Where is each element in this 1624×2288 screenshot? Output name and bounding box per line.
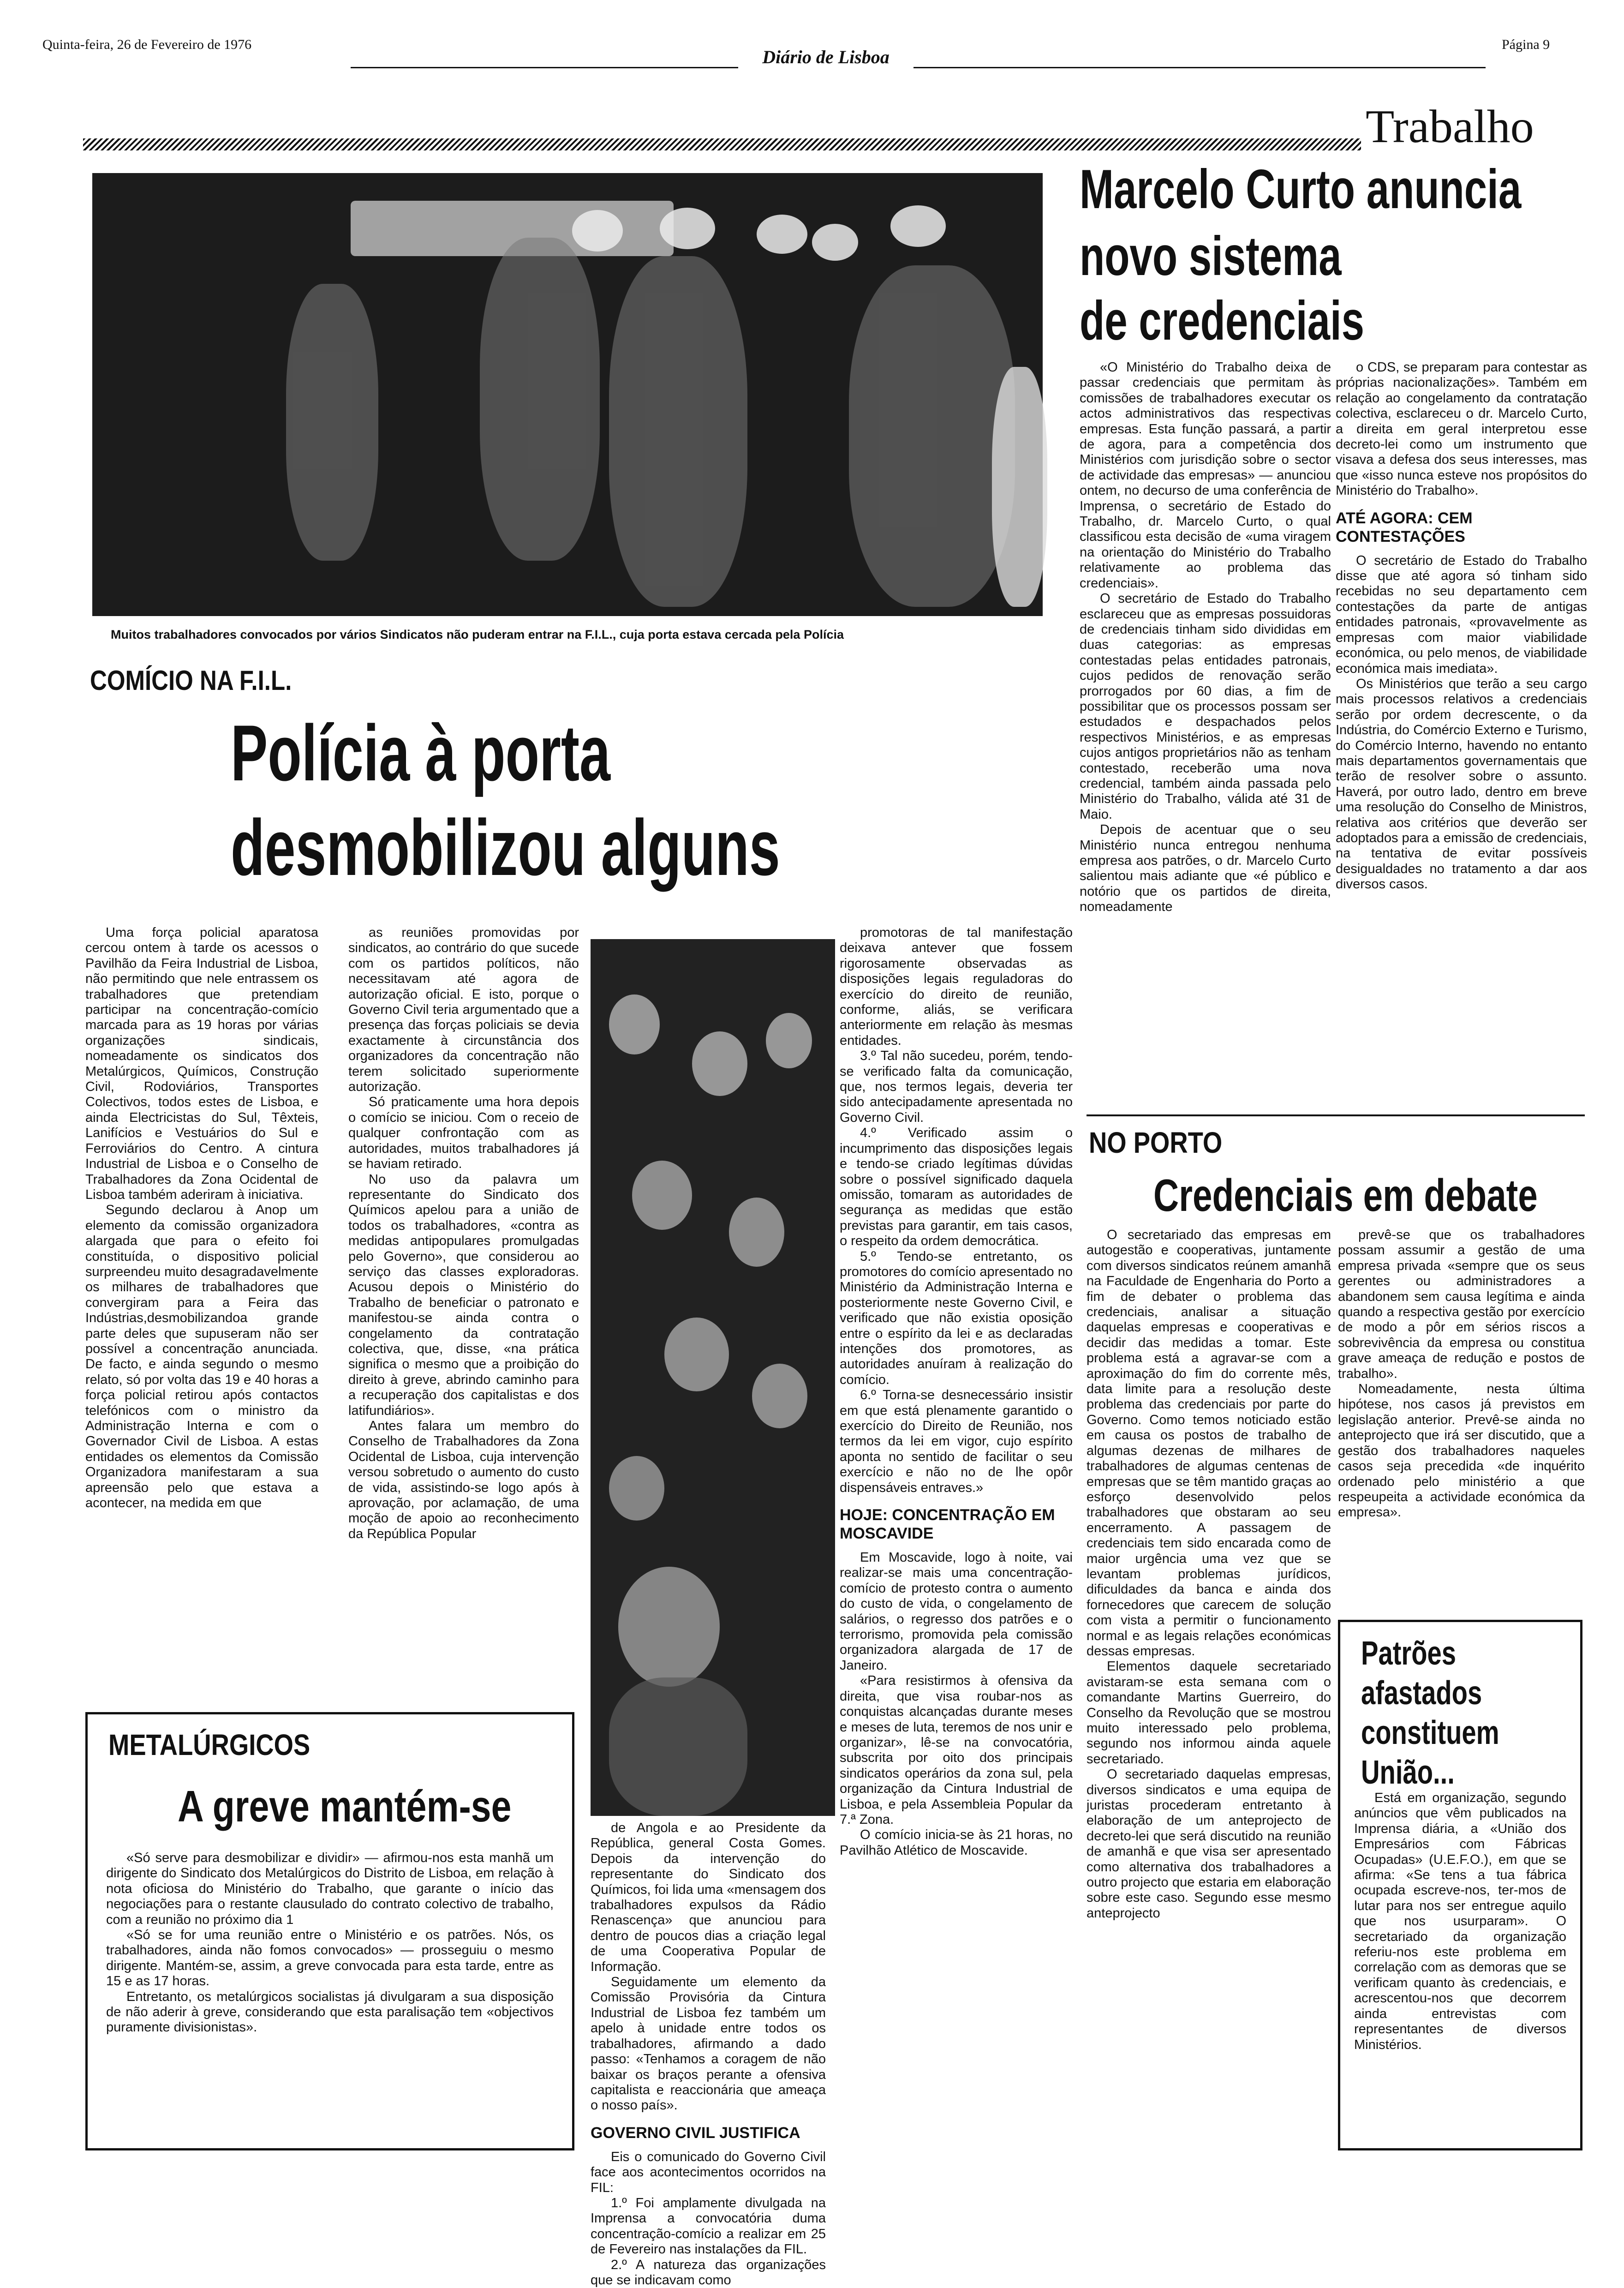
fil-p18: «Para resistirmos à ofensiva da direita, que visa roubar-nos as conquistas alcançadas durante meses e meses de luta, teremos de nos unir e organizar», lê-se na convocatória, subscrita por oito dos principais sindicatos operários da zona sul, pela organização da Cintura Industrial de Lisboa, e pela Assembleia Popular da 7.ª Zona. [840, 1673, 1073, 1827]
porto-kicker: NO PORTO [1089, 1126, 1223, 1159]
curto-p2: O secretário de Estado do Trabalho esclareceu que as empresas possuidoras de credenciais tinham sido divididas em duas categorias: as empresas contestadas pelas entidades patronais, cujos pedidos de renovação serão prorrogados por 60 dias, a fim de possibilitar que os processos possam ser estudados e despachados pelos respectivos Ministérios, e as empresas cujos antigos proprietários não as tenham contestado, receberão uma nova credencial, também ainda passada pelo Ministério do Trabalho, válida até 31 de Maio. [1080, 591, 1331, 822]
fil-headline-1: Polícia à porta [231, 709, 610, 797]
porto-col1 [1087, 1228, 1331, 2146]
photo-workers-at-gate [92, 173, 1043, 616]
porto-col2 [1338, 1228, 1585, 1606]
fil-col3 [591, 1821, 826, 2288]
masthead: Diário de Lisboa [762, 47, 890, 67]
fil-p12: promotoras de tal manifestação deixava antever que fossem rigorosamente observadas as disposições legais reguladoras do exercício do direito de reunião, conforme, aliás, se verificara anteriormente em relação às mesmas entidades. [840, 925, 1073, 1048]
metal-kicker: METALÚRGICOS [108, 1728, 310, 1761]
patroes-p1: Está em organização, segundo anúncios que vêm publicados na Imprensa diária, a «União dos Empresários com Fábricas Ocupadas» (U.E.F.O.), em que se afirma: «Se tens a tua fábrica ocupada escreve-nos, ter-mos de lutar para nos ser entregue aquilo que nos usurparam». O secretariado da organização referiu-nos este problema em correlação com as demoras que se verificam quanto às credenciais, e acrescentou-nos que decorrem ainda entrevistas com representantes de diversos Ministérios. [1354, 1791, 1566, 2052]
metal-p1: «Só serve para desmobilizar e dividir» — afirmou-nos esta manhã um dirigente do Sindicato dos Metalúrgicos do Distrito de Lisboa, em relação à nota oficiosa do Ministério do Trabalho, que garante o início das negociações para o restante clausulado do contrato colectivo de trabalho, com a reunião no próximo dia 1 [106, 1851, 554, 1927]
fil-p10: 1.º Foi amplamente divulgada na Imprensa a convocatória duma concentração-comício a realizar em 25 de Fevereiro nas instalações da FIL. [591, 2195, 826, 2257]
porto-p4: prevê-se que os trabalhadores possam assumir a gestão de uma empresa privada «sempre que os seus gerentes ou administradores a abandonem sem causa legítima e ainda quando a respectiva gestão por exercício de modo a pôr em sérios riscos a sobrevivência da empresa ou constitua grave ameaça de redução e postos de trabalho». [1338, 1228, 1585, 1381]
fil-p1: Uma força policial aparatosa cercou ontem à tarde os acessos o Pavilhão da Feira Industrial de Lisboa, não permitindo que nele entrassem os trabalhadores que pretendiam participar na concentração-comício marcada para as 19 horas por várias organizações sindicais, nomeadamente os sindicatos dos Metalúrgicos, Químicos, Construção Civil, Rodoviários, Transportes Colectivos, todos estes de Lisboa, e ainda Electricistas do Sul, Têxteis, Lanifícios e Vestuários do Sul e Ferroviários do Centro. A cintura Industrial de Lisboa e o Conselho de Trabalhadores da Zona Ocidental de Lisboa também aderiram à iniciativa. [85, 925, 318, 1202]
fil-sub-hoje: HOJE: CONCENTRAÇÃO EM MOSCAVIDE [840, 1506, 1055, 1543]
fil-p2: Segundo declarou à Anop um elemento da comissão organizadora alargada que para o efeito foi constituída, o dispositivo policial surpreendeu muito desagradavelmente os milhares de trabalhadores que convergiram para a Feira das Indústrias,desmobilizandoa grande parte deles que supuseram não ser possível a concentração anunciada. De facto, e ainda segundo o mesmo relato, só por volta das 19 e 40 horas a força policial retirou após contactos telefónicos com o ministro da Administração Interna e com o Governador Civil de Lisboa. A estas entidades os elementos da Comissão Organizadora manifestaram a sua apreensão pelo que estava a acontecer, na medida em que [85, 1203, 318, 1511]
curto-p5: O secretário de Estado do Trabalho disse que até agora só tinham sido recebidas no seu departamento cem contestações da parte de antigas entidades patronais, «provavelmente as empresas com maior viabilidade económica, ou pelo menos, de viabilidade económica mais imediata». [1336, 553, 1587, 676]
fil-p19: O comício inicia-se às 21 horas, no Pavilhão Atlético de Moscavide. [840, 1827, 1073, 1858]
metal-headline: A greve mantém-se [178, 1782, 512, 1831]
curto-p3: Depois de acentuar que o seu Ministério nunca entregou nenhuma empresa aos patrões, o dr. Marcelo Curto salientou mais adiante que «é público e notório que os partidos de direita, nomeadamente [1080, 822, 1331, 915]
curto-p1: «O Ministério do Trabalho deixa de passar credenciais que permitam às comissões de trabalhadores executar os actos administrativos das respectivas empresas. Esta função passará, a partir de agora, para a competência dos Ministérios com jurisdição sobre o sector de actividade das empresas» — anunciou ontem, no decurso de uma conferência de Imprensa, o secretário de Estado do Trabalho, dr. Marcelo Curto, o qual classificou esta decisão de «uma viragem na orientação do Ministério do Trabalho relativamente ao problema das credenciais». [1080, 360, 1331, 591]
fil-p11: 2.º A natureza das organizações que se indicavam como [591, 2257, 826, 2288]
metal-p2: «Só se for uma reunião entre o Ministério e os patrões. Nós, os trabalhadores, ainda não fomos convocados» — prosseguiu o mesmo dirigente. Mantém-se, assim, a greve convocada para esta tarde, entre as 15 e as 17 horas. [106, 1928, 554, 1989]
porto-p3: O secretariado daquelas empresas, diversos sindicatos e uma equipa de juristas procederam entretanto à elaboração de um anteprojecto de decreto-lei que será discutido na reunião de amanhã e que visa ser apresentado como alternativa dos trabalhadores a outro projecto que estaria em elaboração sobre este caso. Segundo esse mesmo anteprojecto [1087, 1767, 1331, 1921]
porto-p5: Nomeadamente, nesta última hipótese, nos casos já previstos em legislação anterior. Prevê-se ainda no anteprojecto que irá ser discutido, que a gestão dos trabalhadores naqueles casos seja precedida «de inquérito ordenado pelo ministério a que respeupeita a actividade económica da empresa». [1338, 1382, 1585, 1520]
curto-headline-3: de credenciais [1080, 290, 1365, 352]
fil-p14: 4.º Verificado assim o incumprimento das disposições legais e tendo-se criado legítimas dúvidas sobre o possível significado daquela omissão, tomaram as autoridades de segurança as medidas que estão previstas para garantir, em tais casos, o respeito da ordem democrática. [840, 1126, 1073, 1249]
metal-body [106, 1851, 554, 2137]
fil-col4 [840, 925, 1073, 2144]
patroes-body [1354, 1791, 1566, 2137]
fil-p13: 3.º Tal não sucedeu, porém, tendo-se verificado falta da comunicação, que, nos termos legais, deveria ter sido antecipadamente apresentada no Governo Civil. [840, 1048, 1073, 1125]
fil-p5: No uso da palavra um representante do Sindicato dos Químicos apelou para a união de todos os trabalhadores, «contra as medidas antipopulares promulgadas pelo Governo», que considerou ao serviço das classes exploradoras. Acusou depois o Ministério do Trabalho de beneficiar o patronato e manifestou-se ainda contra o congelamento da contratação colectiva, que, disse, «na prática significa o mesmo que a proibição do direito à greve, abrindo caminho para a recuperação dos capitalistas e dos latifundiários». [348, 1172, 579, 1418]
curto-col1 [1080, 360, 1331, 1126]
fil-p4: Só praticamente uma hora depois o comício se iniciou. Com o receio de qualquer confrontação com as autoridades, muitos trabalhadores já se haviam retirado. [348, 1095, 579, 1172]
fil-col1 [85, 925, 318, 1682]
header-page: Página 9 [1502, 37, 1550, 52]
photo-crowd [591, 939, 835, 1816]
porto-p2: Elementos daquele secretariado avistaram-se esta semana com o comandante Martins Guerreiro, do Conselho da Revolução que se mostrou muito interessado pelo problema, segundo nos informou ainda aquele secretariado. [1087, 1659, 1331, 1767]
fil-p7: de Angola e ao Presidente da República, general Costa Gomes. Depois da intervenção do representante do Sindicato dos Químicos, foi lida uma «mensagem dos trabalhadores expulsos da Rádio Renascença» que anunciou para dentro de poucos dias a criação legal de uma Cooperativa Popular de Informação. [591, 1821, 826, 1974]
fil-col2 [348, 925, 579, 1682]
fil-p3: as reuniões promovidas por sindicatos, ao contrário do que sucede com os partidos políticos, não necessitavam até agora de autorização oficial. E isto, porque o Governo Civil teria argumentado que a presença das forças policiais se devia exactamente à circunstância dos organizadores da concentração não terem solicitado superiormente autorização. [348, 925, 579, 1095]
fil-sub-governo: GOVERNO CIVIL JUSTIFICA [591, 2124, 800, 2142]
fil-p8: Seguidamente um elemento da Comissão Provisória da Cintura Industrial de Lisboa fez também um apelo à unidade entre todos os trabalhadores, afirmando a dado passo: «Tenhamos a coragem de não baixar os braços perante a ofensiva capitalista e reaccionária que ameaça o nosso país». [591, 1975, 826, 2113]
fil-p16: 6.º Torna-se desnecessário insistir em que está plenamente garantido o exercício do Direito de Reunião, nos termos da lei em vigor, cujo espírito aponta no sentido de facilitar o seu exercício e não no de lhe opôr dispensáveis entraves.» [840, 1388, 1073, 1495]
patroes-headline [1361, 1634, 1573, 1792]
section-hatch [83, 138, 1361, 150]
fil-p17: Em Moscavide, logo à noite, vai realizar-se mais uma concentração-comício de protesto contra o aumento do custo de vida, o congelamento de salários, o regresso dos patrões e o terrorismo, promovida pela comissão organizadora alargada de 17 de Janeiro. [840, 1550, 1073, 1673]
curto-col2 [1336, 360, 1587, 1126]
fil-p9: Eis o comunicado do Governo Civil face aos acontecimentos ocorridos na FIL: [591, 2149, 826, 2195]
fil-p6: Antes falara um membro do Conselho de Trabalhadores da Zona Ocidental de Lisboa, cuja intervenção versou sobretudo o aumento do custo de vida, assistindo-se logo após à aprovação, por aclamação, de uma moção de apoio ao reconhecimento da República Popular [348, 1419, 579, 1541]
porto-headline: Credenciais em debate [1153, 1170, 1538, 1221]
photo1-caption: Muitos trabalhadores convocados por vários Sindicatos não puderam entrar na F.I.L., cuja porta estava cercada pela Polícia [111, 628, 844, 641]
patroes-headline-text: Patrões afastados constituem União... [1361, 1635, 1499, 1791]
fil-headline-2: desmobilizou alguns [231, 803, 780, 892]
header-rule-right [914, 67, 1486, 68]
section-title: Trabalho [1366, 101, 1534, 153]
curto-p4: o CDS, se preparam para contestar as próprias nacionalizações». Também em relação ao congelamento da contratação colectiva, esclareceu o dr. Marcelo Curto, a direita em geral interpretou esse decreto-lei como um instrumento que visava a defesa dos seus interesses, mas que «isso nunca esteve nos propósitos do Ministério do Trabalho». [1336, 360, 1587, 498]
fil-p15: 5.º Tendo-se entretanto, os promotores do comício apresentado no Ministério da Administração Interna e posteriormente neste Governo Civil, e verificado que não existia oposição entre o espírito da lei e as declaradas intenções dos promotores, as autoridades anuíram à realização do comício. [840, 1249, 1073, 1387]
metal-p3: Entretanto, os metalúrgicos socialistas já divulgaram a sua disposição de não aderir à greve, considerando que esta paralisação tem «objectivos puramente divisionistas». [106, 1989, 554, 2035]
fil-kicker: COMÍCIO NA F.I.L. [90, 665, 292, 696]
header-date: Quinta-feira, 26 de Fevereiro de 1976 [42, 37, 252, 52]
curto-subhead: ATÉ AGORA: CEM CONTESTAÇÕES [1336, 509, 1473, 545]
porto-p1: O secretariado das empresas em autogestão e cooperativas, juntamente com diversos sindicatos reúnem amanhã na Faculdade de Engenharia do Porto a fim de debater o problema das credenciais, analisar a situação daquelas empresas e cooperativas e decidir das medidas a tomar. Este problema está a agravar-se com a aproximação do fim do corrente mês, data limite para a resolução deste problema das credenciais por parte do Governo. Como temos noticiado estão em causa os postos de trabalho de algumas dezenas de milhares de trabalhadores de algumas centenas de empresas que se têm mantido graças ao esforço desenvolvido pelos trabalhadores que obstaram ao seu encerramento. A passagem de credenciais tem sido encarada como de maior urgência uma vez que se levantam problemas jurídicos, dificuldades da banca e ainda dos fornecedores que carecem de solução com vista a permitir o funcionamento normal e as legais relações económicas dessas empresas. [1087, 1228, 1331, 1659]
curto-headline-1: Marcelo Curto anuncia [1080, 158, 1522, 220]
porto-rule [1087, 1114, 1585, 1116]
curto-p6: Os Ministérios que terão a seu cargo mais processos relativos a credenciais serão por ordem decrescente, o da Indústria, do Comércio Externo e Turismo, do Comércio Interno, havendo no entanto mais departamentos governamentais que terão de resolver sobre o assunto. Haverá, por outro lado, dentro em breve uma resolução do Conselho de Ministros, relativa aos critérios que deverão ser adoptados para a emissão de credenciais, na tentativa de evitar possíveis desigualdades no tratamento a dar aos diversos casos. [1336, 676, 1587, 892]
curto-headline-2: novo sistema [1080, 225, 1342, 287]
header-rule-left [351, 67, 738, 68]
